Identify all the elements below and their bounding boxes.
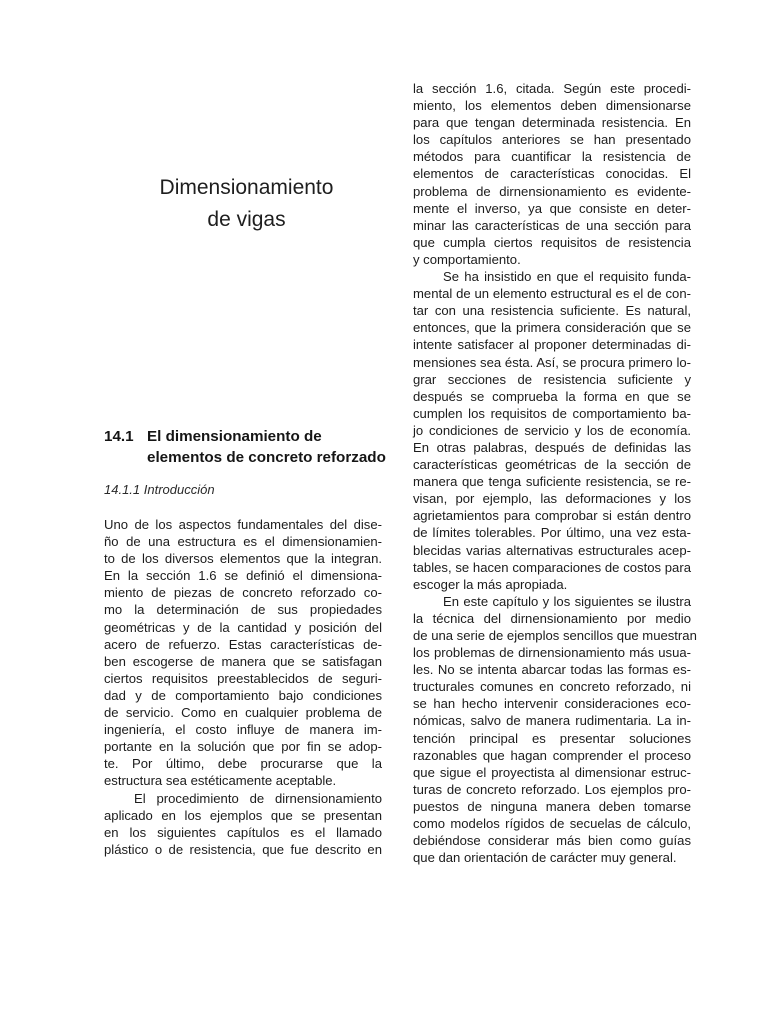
text-line: nómicas, salvo de manera rudimentaria. La in- xyxy=(413,713,691,729)
text-line: tables, se hacen comparaciones de costos para xyxy=(413,559,691,575)
text-line: Uno de los aspectos fundamentales del dise- xyxy=(104,517,382,532)
text-line: los problemas de dirnensionamiento más usua- xyxy=(413,645,691,661)
text-line: plástico o de resistencia, que fue descrito en xyxy=(104,841,382,857)
text-line: miento de piezas de concreto reforzado co- xyxy=(104,585,382,601)
text-line: después se comprueba la forma en que se xyxy=(413,388,691,404)
text-line: elementos de características conocidas. El xyxy=(413,166,691,182)
text-line: escoger la más apropiada. xyxy=(413,576,568,592)
text-line: como modelos rígidos de secuelas de cálculo, xyxy=(413,816,691,832)
chapter-title-line-2: de vigas xyxy=(207,208,286,231)
section-title-line-2: elementos de concreto reforzado xyxy=(147,449,386,466)
text-line: En otras palabras, después de definidas las xyxy=(413,439,691,455)
text-line: se han hecho intervenir consideraciones eco- xyxy=(413,696,691,712)
section-title-line-1: El dimensionamiento de xyxy=(147,428,322,445)
text-line: puestos de ninguna manera deben tomarse xyxy=(413,798,691,814)
text-line: visan, por ejemplo, las deformaciones y los xyxy=(413,491,691,507)
text-line: mo la determinación de sus propiedades xyxy=(104,602,382,618)
text-line: manera que tenga suficiente resistencia, se re- xyxy=(413,474,691,490)
text-line: de límites tolerables. Por último, una vez esta- xyxy=(413,525,691,541)
text-line: métodos para cuantificar la resistencia de xyxy=(413,149,691,165)
text-line: acero de refuerzo. Estas características de- xyxy=(104,636,382,652)
text-line: agrietamientos para comprobar si están dentro xyxy=(413,508,691,524)
section-title xyxy=(147,426,397,468)
text-line: problema de dirnensionamiento es evidente- xyxy=(413,183,691,199)
text-line: debiéndose considerar más bien como guías xyxy=(413,833,691,849)
left-text-column xyxy=(104,516,382,858)
text-line: en los siguientes capítulos es el llamado xyxy=(104,824,382,840)
right-text-column xyxy=(413,80,697,866)
text-line: En la sección 1.6 se definió el dimensiona- xyxy=(104,568,382,584)
text-line: tructurales comunes en concreto reforzado, ni xyxy=(413,679,691,695)
text-line: geométricas y de la cantidad y posición del xyxy=(104,619,382,635)
text-line: te. Por último, debe procurarse que la xyxy=(104,756,382,772)
chapter-title xyxy=(105,172,388,236)
text-line: mental de un elemento estructural es el de con- xyxy=(413,286,691,302)
subsection-heading: 14.1.1 Introducción xyxy=(104,482,215,497)
text-line: para que tengan determinada resistencia. En xyxy=(413,115,691,131)
text-line: tención principal es presentar soluciones xyxy=(413,730,691,746)
text-line: les. No se intenta abarcar todas las formas es- xyxy=(413,662,691,678)
text-line: blecidas varias alternativas estructurales acep- xyxy=(413,542,691,558)
text-line: de servicio. Como en cualquier problema de xyxy=(104,705,382,721)
text-line: ño de una estructura es el dimensionamien- xyxy=(104,534,382,550)
text-line: jo condiciones de servicio y los de economía. xyxy=(413,422,691,438)
text-line: ben escogerse de manera que se satisfagan xyxy=(104,653,382,669)
text-line: ingeniería, el costo influye de manera im- xyxy=(104,722,382,738)
text-line: que dan orientación de carácter muy general. xyxy=(413,850,677,866)
text-line: Se ha insistido en que el requisito funda- xyxy=(443,269,691,285)
text-line: minar las características de una sección para xyxy=(413,217,691,233)
text-line: En este capítulo y los siguientes se ilustra xyxy=(443,593,691,609)
text-line: que sigue el proyectista al dimensionar estruc- xyxy=(413,764,691,780)
text-line: los capítulos anteriores se han presentado xyxy=(413,132,691,148)
text-line: estructura sea estéticamente aceptable. xyxy=(104,773,337,789)
text-line: que cumpla ciertos requisitos de resistencia xyxy=(413,234,691,250)
section-number: 14.1 xyxy=(104,428,134,445)
text-line: mensiones sea ésta. Así, se procura primero lo- xyxy=(413,354,691,370)
text-line: la sección 1.6, citada. Según este procedi- xyxy=(413,81,691,96)
text-line: portante en la solución que por fin se adop- xyxy=(104,739,382,755)
text-line: de una serie de ejemplos sencillos que muestran xyxy=(413,628,697,643)
text-line: grar secciones de resistencia suficiente y xyxy=(413,371,691,387)
text-line: tar con una resistencia suficiente. Es natural, xyxy=(413,303,691,319)
text-line: ciertos requisitos preestablecidos de seguri- xyxy=(104,670,382,686)
text-line: razonables que hagan comprender el proceso xyxy=(413,747,691,763)
text-line: cumplen los requisitos de comportamiento ba- xyxy=(413,405,691,421)
text-line: entonces, que la primera consideración que se xyxy=(413,320,691,336)
text-line: turas de concreto reforzado. Los ejemplos pro- xyxy=(413,781,691,797)
text-line: to de los diversos elementos que la integran. xyxy=(104,551,382,567)
text-line: y comportamiento. xyxy=(413,251,521,267)
text-line: dad y de comportamiento bajo condiciones xyxy=(104,687,382,703)
text-line: miento, los elementos deben dimensionarse xyxy=(413,98,691,114)
chapter-title-line-1: Dimensionamiento xyxy=(159,176,334,199)
text-line: intente satisfacer al proponer determinadas di- xyxy=(413,337,691,353)
text-line: El procedimiento de dirnensionamiento xyxy=(134,790,382,806)
text-line: la técnica del dirnensionamiento por medio xyxy=(413,610,691,626)
text-line: características geométricas de la sección de xyxy=(413,457,691,473)
text-line: aplicado en los ejemplos que se presentan xyxy=(104,807,382,823)
text-line: mente el inverso, ya que consiste en deter- xyxy=(413,200,691,216)
